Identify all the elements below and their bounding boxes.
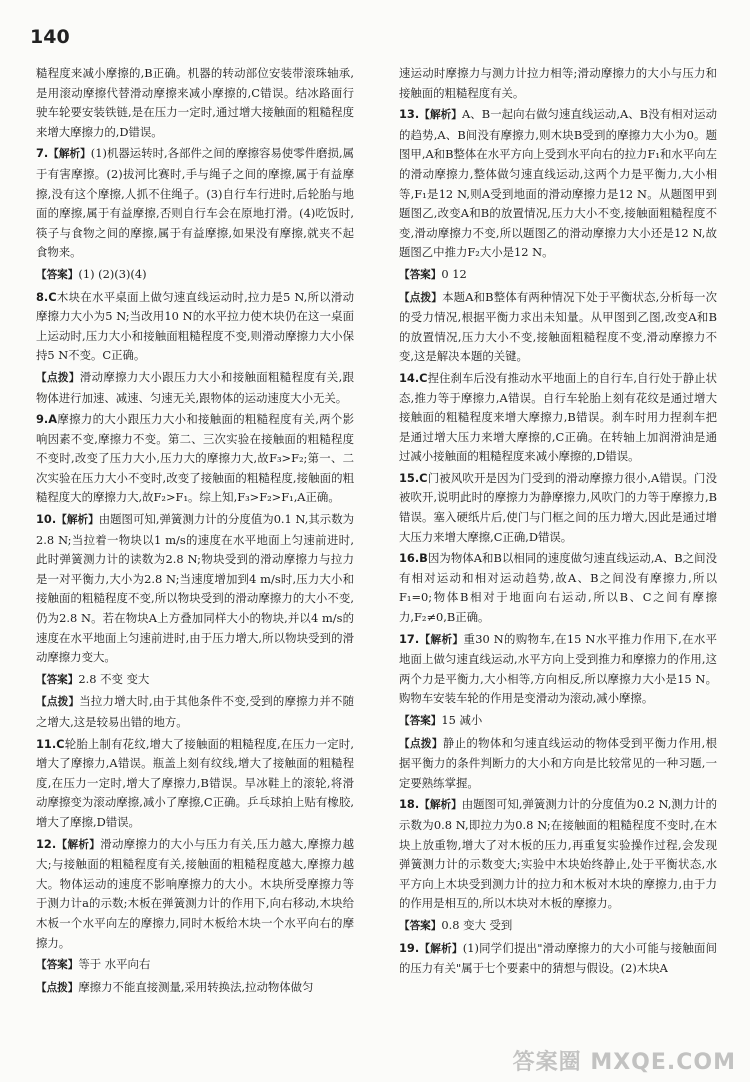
entry-text: 当拉力增大时,由于其他条件不变,受到的摩擦力并不随之增大,这是较易出错的地方。 <box>36 694 355 729</box>
section-tag: 【解析】 <box>419 942 463 955</box>
section-tag: 【答案】 <box>399 715 442 727</box>
answer-entry <box>399 916 717 937</box>
entry-text: 摩擦力的大小跟压力大小和接触面的粗糙程度有关,两个影响因素不变,摩擦力不变。第二、三次实验在接触面的粗糙程度不变时,改变了压力大小,压力大的摩擦力大,故F₃>F₂;第一、二次实验在压力大小不变时,改变了接触面的粗糙程度,接触面的粗糙程度大的摩擦力大,故F₂>F₁。综上知,F₃>F₂>F₁,A正确。 <box>36 412 354 505</box>
section-tag: 【答案】 <box>36 959 79 972</box>
entry-text: 门被风吹开是因为门受到的滑动摩擦力很小,A错误。门没被吹开,说明此时的摩擦力为静摩擦力,风吹门的力等于摩擦力,B错误。塞入硬纸片后,使门与门框之间的压力增大,因此是通过增大压力来增大摩擦,C正确,D错误。 <box>399 470 717 544</box>
answer-entry <box>399 795 717 914</box>
entry-text: 捏住刹车后没有推动水平地面上的自行车,自行处于静止状态,推力等于摩擦力,A错误。自行车轮胎上刻有花纹是通过增大接触面的粗糙程度来增大摩擦力,B错误。刹车时用力捏刹车把是通过增大压力来增大摩擦的,C正确。在转轴上加润滑油是通过减小接触面的粗糙程度来减小摩擦的,D错误。 <box>399 370 717 464</box>
entry-text: 0.8 变大 受到 <box>441 917 513 932</box>
entry-text: 糙程度来减小摩擦的,B正确。机器的转动部位安装带滚珠轴承,是用滚动摩擦代替滑动摩擦来减小摩擦的,C错误。结冰路面行驶车轮要安装铁链,是在压力一定时,通过增大接触面的粗糙程度来增大摩擦力的,D错误。 <box>36 66 354 139</box>
question-number: 8.C <box>36 289 57 304</box>
entry-text: (1) (2)(3)(4) <box>78 266 147 281</box>
section-tag: 【点拨】 <box>36 371 80 384</box>
question-number: 19. <box>399 940 420 955</box>
answer-entry <box>399 369 717 467</box>
question-number: 14.C <box>399 370 428 385</box>
page-number: 140 <box>30 26 70 48</box>
section-tag: 【解析】 <box>419 633 464 646</box>
section-tag: 【点拨】 <box>399 291 443 304</box>
entry-text: 等于 水平向右 <box>78 957 151 972</box>
entry-text: 2.8 不变 变大 <box>78 671 150 686</box>
question-number: 13. <box>399 107 420 122</box>
entry-text: 因为物体A和B以相同的速度做匀速直线运动,A、B之间没有相对运动和相对运动趋势,故A、B之间没有摩擦力,所以F₁=0;物体B相对于地面向右运动,所以B、C之间有摩擦力,F₂≠0,B正确。 <box>399 551 717 625</box>
answer-entry <box>36 735 354 833</box>
entry-text: 0 12 <box>441 266 467 281</box>
answer-entry <box>36 144 354 263</box>
entry-text: (1)同学们提出"滑动摩擦力的大小可能与接触面间的压力有关"属于七个要素中的猜想与假设。(2)木块A <box>399 940 717 976</box>
answer-entry <box>399 939 717 979</box>
answer-entry <box>399 630 717 709</box>
answer-entry <box>36 955 354 976</box>
section-tag: 【答案】 <box>36 268 79 281</box>
entry-text: (1)机器运转时,各部件之间的摩擦容易使零件磨损,属于有害摩擦。(2)拔河比赛时,手与绳子之间的摩擦,属于有益摩擦,没有这个摩擦,人抓不住绳子。(3)自行车行进时,后轮胎与地面的摩擦,属于有益摩擦,否则自行车会在原地打滑。(4)吃饭时,筷子与食物之间的摩擦,属于有益摩擦,如果没有摩擦,就夹不起食物来。 <box>36 146 354 260</box>
entry-text: 滑动摩擦力的大小与压力有关,压力越大,摩擦力越大;与接触面的粗糙程度有关,接触面的粗糙程度越大,摩擦力越大。物体运动的速度不影响摩擦力的大小。木块所受摩擦力等于测力计a的示数;木板在弹簧测力计的作用下,向右移动,木块给木板一个水平向左的摩擦力,同时木板给木块一个水平向右的摩擦力。 <box>36 836 355 950</box>
answer-entry <box>399 64 717 103</box>
question-number: 18. <box>399 797 420 812</box>
answer-entry <box>36 670 354 691</box>
section-tag: 【解析】 <box>56 514 99 527</box>
answer-entry <box>399 711 717 732</box>
entry-text: 静止的物体和匀速直线运动的物体受到平衡力作用,根据平衡力的条件判断力的大小和方向是比较常见的一种习题,一定要熟练掌握。 <box>399 735 717 790</box>
section-tag: 【解析】 <box>48 148 91 161</box>
entry-text: 15 减小 <box>441 713 483 727</box>
answer-entry <box>36 692 354 732</box>
question-number: 17. <box>399 631 420 646</box>
answer-entry <box>36 978 354 999</box>
answer-entry <box>399 469 717 547</box>
section-tag: 【点拨】 <box>399 737 443 750</box>
answer-entry <box>36 64 354 142</box>
entry-text: 由题图可知,弹簧测力计的分度值为0.2 N,测力计的示数为0.8 N,即拉力为0.8 N;在接触面的粗糙程度不变时,在木块上放重物,增大了对木板的压力,再重复实验操作过程,会发现弹簧测力计的示数变大;实验中木块始终静止,处于平衡状态,水平方向上木块受到测力计的拉力和木板对木块的摩擦力,由于力的作用是相互的,所以木块对木板的摩擦力。 <box>399 797 718 911</box>
answer-entry <box>36 510 354 668</box>
section-tag: 【点拨】 <box>36 981 79 994</box>
answer-entry <box>36 265 354 286</box>
watermark-logo: 答案圈 MXQE.COM <box>512 1050 736 1075</box>
right-column <box>399 64 717 981</box>
entry-text: A、B一起向右做匀速直线运动,A、B没有相对运动的趋势,A、B间没有摩擦力,则木块B受到的摩擦力大小为0。题图甲,A和B整体在水平方向上受到水平向右的拉力F₁和水平向左的滑动摩擦力,整体做匀速直线运动,这两个力是平衡力,大小相等,F₁是12 N,则A受到地面的滑动摩擦力是12 N。从题图甲到题图乙,改变A和B的放置情况,压力大小不变,接触面粗糙程度不变,滑动摩擦力不变,所以题图乙的滑动摩擦力大小还是12 N,故题图乙中推力F₂大小是12 N。 <box>399 107 717 260</box>
answer-entry <box>36 835 354 954</box>
entry-text: 重30 N的购物车,在15 N水平推力作用下,在水平地面上做匀速直线运动,水平方向上受到推力和摩擦力的作用,这两个力是平衡力,大小相等,方向相反,所以摩擦力大小是15 N。购物车安装车轮的作用是变滑动为滚动,减小摩擦。 <box>399 631 718 706</box>
section-tag: 【答案】 <box>36 673 79 686</box>
question-number: 7. <box>36 146 49 161</box>
section-tag: 【答案】 <box>399 268 442 281</box>
question-number: 11.C <box>36 736 65 751</box>
section-tag: 【解析】 <box>56 838 101 851</box>
question-number: 12. <box>36 836 57 851</box>
entry-text: 滑动摩擦力大小跟压力大小和接触面粗糙程度有关,跟物体进行加速、减速、匀速无关,跟物体的运动速度大小无关。 <box>36 369 354 405</box>
answer-entry <box>36 288 354 366</box>
entry-text: 轮胎上制有花纹,增大了接触面的粗糙程度,在压力一定时,增大了摩擦力,A错误。瓶盖上刻有纹线,增大了接触面的粗糙程度,在压力一定时,增大了摩擦力,B错误。旱冰鞋上的滚轮,将滑动摩擦变为滚动摩擦,减小了摩擦,C正确。乒乓球拍上贴有橡胶,增大了摩擦,D错误。 <box>36 736 354 829</box>
answer-entry <box>399 734 717 794</box>
entry-text: 本题A和B整体有两种情况下处于平衡状态,分析每一次的受力情况,根据平衡力求出未知量。从甲图到乙图,改变A和B的放置情况,压力大小不变,接触面粗糙程度不变,滑动摩擦力不变,这是解决本题的关键。 <box>399 289 717 364</box>
entry-text: 由题图可知,弹簧测力计的分度值为0.1 N,其示数为2.8 N;当拉着一物块以1 m/s的速度在水平地面上匀速前进时,此时弹簧测力计的读数为2.8 N;物块受到的滑动摩擦力与拉力是一对平衡力,大小为2.8 N;当速度增加到4 m/s时,压力大小和接触面的粗糙程度不变,所以物块受到的滑动摩擦力的大小不变,仍为2.8 N。若在物块A上方叠加同样大小的物块,并以4 m/s的速度在水平地面上匀速前进时,由于压力增大,所以物块受到的滑动摩擦力变大。 <box>36 512 355 665</box>
question-number: 16.B <box>399 551 428 566</box>
section-tag: 【解析】 <box>419 109 462 122</box>
question-number: 15.C <box>399 470 428 485</box>
entry-text: 速运动时摩擦力与测力计拉力相等;滑动摩擦力的大小与压力和接触面的粗糙程度有关。 <box>399 66 717 100</box>
answer-entry <box>36 368 354 408</box>
question-number: 9.A <box>36 412 58 427</box>
section-tag: 【点拨】 <box>36 696 80 709</box>
answer-entry <box>399 288 717 367</box>
answer-entry <box>36 410 354 508</box>
section-tag: 【答案】 <box>399 919 442 932</box>
answer-entry <box>399 549 717 627</box>
entry-text: 摩擦力不能直接测量,采用转换法,拉动物体做匀 <box>78 979 314 994</box>
answer-entry <box>399 105 717 263</box>
answer-entry <box>399 265 717 286</box>
left-column <box>36 64 354 1000</box>
entry-text: 木块在水平桌面上做匀速直线运动时,拉力是5 N,所以滑动摩擦力大小为5 N;当改用10 N的水平拉力使木块仍在这一桌面上运动时,压力大小和接触面粗糙程度不变,则滑动摩擦力大小保持5 N不变。C正确。 <box>36 289 354 363</box>
section-tag: 【解析】 <box>419 799 462 812</box>
question-number: 10. <box>36 512 57 527</box>
